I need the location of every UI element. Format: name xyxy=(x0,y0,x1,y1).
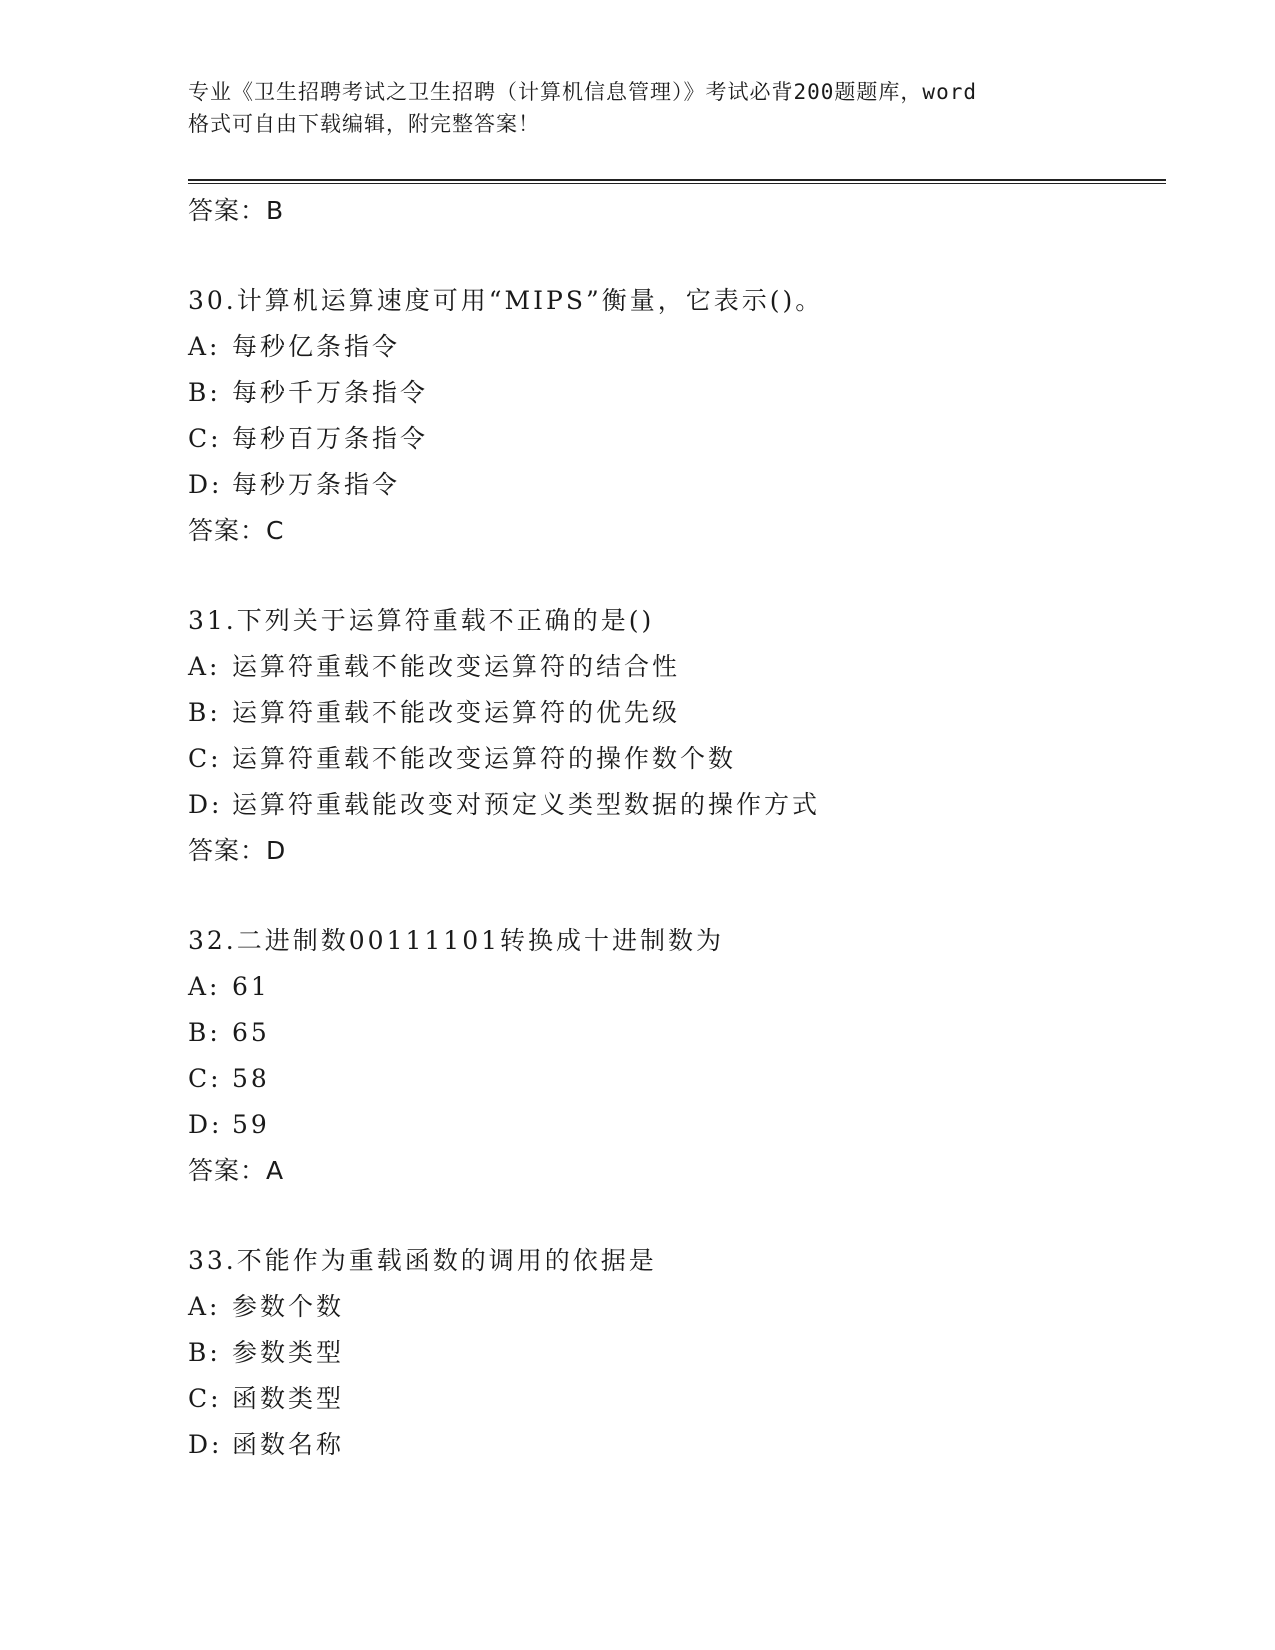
option-text: 运算符重载能改变对预定义类型数据的操作方式 xyxy=(232,790,821,819)
option-letter: A: xyxy=(188,1292,221,1321)
option-d xyxy=(188,1422,1168,1468)
answer-line: 答案：C xyxy=(188,516,285,545)
question-list xyxy=(188,188,1168,1468)
option-text: 58 xyxy=(232,1064,270,1093)
option-c xyxy=(188,1056,1168,1102)
option-letter: D: xyxy=(188,1110,223,1139)
header-divider-thin xyxy=(188,183,1166,184)
option-d xyxy=(188,462,1168,508)
option-text: 运算符重载不能改变运算符的结合性 xyxy=(232,652,681,681)
option-d xyxy=(188,1102,1168,1148)
option-text: 61 xyxy=(232,972,270,1001)
option-letter: B: xyxy=(188,1338,221,1367)
option-text: 每秒千万条指令 xyxy=(232,378,429,407)
option-letter: C: xyxy=(188,744,222,773)
answer-line: 答案：B xyxy=(188,196,285,225)
option-text: 运算符重载不能改变运算符的操作数个数 xyxy=(232,744,737,773)
question-block xyxy=(188,918,1168,1194)
question-stem: 30.计算机运算速度可用“MIPS”衡量，它表示()。 xyxy=(188,286,824,315)
option-c xyxy=(188,416,1168,462)
option-c xyxy=(188,1376,1168,1422)
question-block xyxy=(188,598,1168,874)
option-letter: A: xyxy=(188,972,221,1001)
option-text: 65 xyxy=(232,1018,270,1047)
option-text: 运算符重载不能改变运算符的优先级 xyxy=(232,698,681,727)
option-c xyxy=(188,736,1168,782)
option-letter: B: xyxy=(188,1018,221,1047)
option-letter: C: xyxy=(188,1384,222,1413)
option-text: 函数类型 xyxy=(232,1384,345,1413)
option-letter: C: xyxy=(188,424,222,453)
option-letter: A: xyxy=(188,332,221,361)
option-text: 每秒百万条指令 xyxy=(232,424,429,453)
answer-line: 答案：A xyxy=(188,1156,285,1185)
option-text: 每秒万条指令 xyxy=(232,470,401,499)
option-letter: B: xyxy=(188,698,221,727)
option-b xyxy=(188,690,1168,736)
option-text: 59 xyxy=(232,1110,270,1139)
header-line-1: 专业《卫生招聘考试之卫生招聘（计算机信息管理）》考试必背200题题库，word xyxy=(188,80,977,104)
header-divider-thick xyxy=(188,179,1166,181)
option-text: 参数个数 xyxy=(232,1292,345,1321)
option-letter: A: xyxy=(188,652,221,681)
option-b xyxy=(188,1330,1168,1376)
option-a xyxy=(188,644,1168,690)
option-b xyxy=(188,1010,1168,1056)
option-text: 每秒亿条指令 xyxy=(232,332,401,361)
document-header xyxy=(188,76,1108,140)
option-text: 函数名称 xyxy=(232,1430,345,1459)
question-block xyxy=(188,278,1168,554)
answer-line: 答案：D xyxy=(188,836,287,865)
option-letter: B: xyxy=(188,378,221,407)
option-a xyxy=(188,1284,1168,1330)
option-letter: D: xyxy=(188,790,223,819)
question-stem: 33.不能作为重载函数的调用的依据是 xyxy=(188,1246,657,1275)
question-stem: 31.下列关于运算符重载不正确的是() xyxy=(188,606,655,635)
option-a xyxy=(188,324,1168,370)
option-letter: C: xyxy=(188,1064,222,1093)
option-text: 参数类型 xyxy=(232,1338,345,1367)
option-a xyxy=(188,964,1168,1010)
option-b xyxy=(188,370,1168,416)
option-d xyxy=(188,782,1168,828)
question-block xyxy=(188,1238,1168,1468)
option-letter: D: xyxy=(188,470,223,499)
question-stem: 32.二进制数00111101转换成十进制数为 xyxy=(188,926,725,955)
header-line-2: 格式可自由下载编辑，附完整答案！ xyxy=(188,112,540,136)
option-letter: D: xyxy=(188,1430,223,1459)
